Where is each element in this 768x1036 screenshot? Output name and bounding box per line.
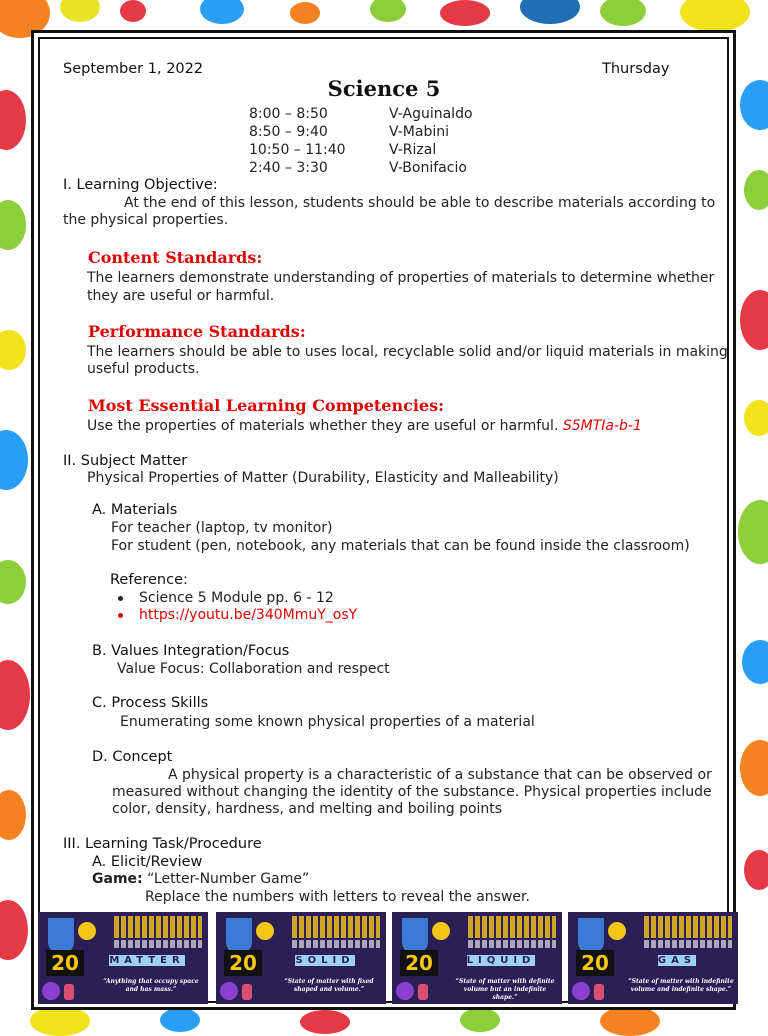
slide-number: 20: [576, 950, 614, 976]
slide-number: 20: [400, 950, 438, 976]
number-grid: [292, 940, 380, 948]
flask-icon: [402, 918, 428, 954]
materials-student: For student (pen, notebook, any materials that can be found inside the classroom): [111, 538, 690, 554]
number-grid: [114, 940, 202, 948]
schedule-section: V-Bonifacio: [389, 160, 467, 176]
subject-matter-text: Physical Properties of Matter (Durability, Elasticity and Malleability): [87, 470, 559, 486]
slide-word: SOLID: [295, 955, 355, 966]
slide-number: 20: [224, 950, 262, 976]
melc-code: S5MTIa-b-1: [562, 418, 642, 434]
lesson-date: September 1, 2022: [63, 61, 204, 77]
letter-grid: [292, 916, 380, 938]
elicit-heading: A. Elicit/Review: [92, 854, 203, 870]
content-standards-text-cont: they are useful or harmful.: [87, 288, 275, 304]
lightbulb-icon: [432, 922, 450, 940]
number-grid: [468, 940, 556, 948]
subject-matter-heading: II. Subject Matter: [63, 453, 188, 469]
beaker-icon: [418, 984, 428, 1000]
procedure-heading: III. Learning Task/Procedure: [63, 836, 262, 852]
game-instruction: Replace the numbers with letters to reveal the answer.: [145, 889, 530, 905]
schedule-time: 10:50 – 11:40: [249, 142, 346, 158]
melc-competency: Use the properties of materials whether they are useful or harmful.: [87, 418, 559, 434]
game-line: [92, 871, 309, 888]
performance-standards-text-cont: useful products.: [87, 361, 200, 377]
concept-heading: D. Concept: [92, 749, 173, 765]
schedule-time: 8:50 – 9:40: [249, 124, 328, 140]
slide-word: GAS: [657, 955, 697, 966]
objective-heading: I. Learning Objective:: [63, 177, 218, 193]
slide-caption: “State of matter with definite volume but an indefinite shape.”: [455, 978, 555, 1001]
schedule-section: V-Rizal: [389, 142, 437, 158]
process-skills-heading: C. Process Skills: [92, 695, 209, 711]
performance-standards-heading: Performance Standards:: [88, 322, 306, 341]
schedule-time: 8:00 – 8:50: [249, 106, 328, 122]
reference-heading: Reference:: [110, 572, 188, 588]
slide-caption: “Anything that occupy space and has mass.”: [103, 978, 199, 993]
concept-text: A physical property is a characteristic of a substance that can be observed or: [168, 767, 712, 783]
schedule-time: 2:40 – 3:30: [249, 160, 328, 176]
slide-liquid: [392, 912, 562, 1004]
slide-solid: [216, 912, 386, 1004]
materials-heading: A. Materials: [92, 502, 178, 518]
flask-icon: [226, 918, 252, 954]
letter-grid: [468, 916, 556, 938]
bullet-icon: [118, 613, 123, 618]
lightbulb-icon: [256, 922, 274, 940]
flask-icon: [48, 918, 74, 954]
melc-heading: Most Essential Learning Competencies:: [88, 396, 445, 415]
flask-icon: [578, 918, 604, 954]
slide-word: MATTER: [109, 955, 185, 966]
planet-icon: [220, 982, 238, 1000]
slide-number: 20: [46, 950, 84, 976]
lightbulb-icon: [78, 922, 96, 940]
planet-icon: [572, 982, 590, 1000]
planet-icon: [396, 982, 414, 1000]
values-text: Value Focus: Collaboration and respect: [117, 661, 390, 677]
slide-gas: [568, 912, 738, 1004]
schedule-section: V-Aguinaldo: [389, 106, 473, 122]
lesson-day: Thursday: [602, 61, 670, 77]
concept-text-cont: measured without changing the identity of the substance. Physical properties include: [112, 784, 712, 800]
reference-item: Science 5 Module pp. 6 - 12: [139, 590, 334, 606]
objective-text: At the end of this lesson, students should be able to describe materials according to: [124, 195, 716, 211]
beaker-icon: [594, 984, 604, 1000]
game-name: “Letter-Number Game”: [147, 871, 310, 887]
schedule-section: V-Mabini: [389, 124, 450, 140]
number-grid: [644, 940, 732, 948]
game-label: Game:: [92, 871, 143, 887]
letter-grid: [644, 916, 732, 938]
content-standards-heading: Content Standards:: [88, 248, 263, 267]
beaker-icon: [64, 984, 74, 1000]
slide-caption: “State of matter with fixed shaped and volume.”: [284, 978, 374, 993]
bullet-icon: [118, 596, 123, 601]
reference-link[interactable]: https://youtu.be/340MmuY_osY: [139, 607, 358, 623]
melc-text: [87, 418, 642, 435]
page-title: Science 5: [327, 76, 441, 101]
slide-thumbnails: [38, 912, 734, 1004]
beaker-icon: [242, 984, 252, 1000]
values-heading: B. Values Integration/Focus: [92, 643, 290, 659]
materials-teacher: For teacher (laptop, tv monitor): [111, 520, 333, 536]
slide-caption: “State of matter with indefinite volume and indefinite shape.”: [628, 978, 734, 993]
objective-text-cont: the physical properties.: [63, 212, 229, 228]
concept-text-end: color, density, hardness, and melting and boiling points: [112, 801, 503, 817]
content-standards-text: The learners demonstrate understanding of properties of materials to determine whether: [87, 270, 715, 286]
lightbulb-icon: [608, 922, 626, 940]
performance-standards-text: The learners should be able to uses local, recyclable solid and/or liquid materials in making: [87, 344, 728, 360]
slide-word: LIQUID: [466, 955, 536, 966]
letter-grid: [114, 916, 202, 938]
planet-icon: [42, 982, 60, 1000]
process-skills-text: Enumerating some known physical properties of a material: [120, 714, 535, 730]
slide-matter: [38, 912, 208, 1004]
